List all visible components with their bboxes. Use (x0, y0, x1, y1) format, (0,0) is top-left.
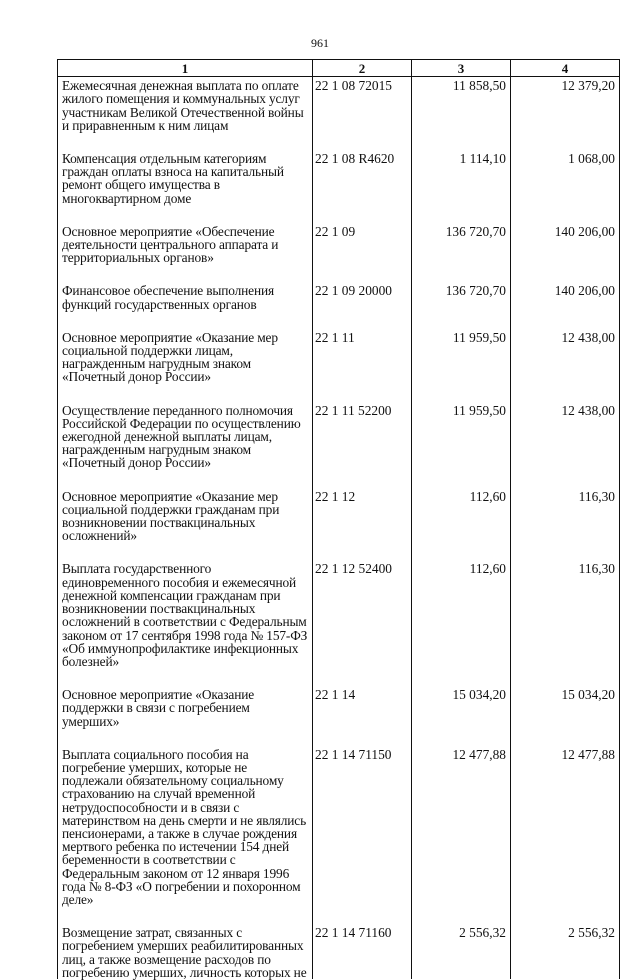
table-row (58, 150, 620, 223)
page-number: 961 (311, 36, 329, 50)
row-value-4: 12 438,00 (511, 402, 620, 488)
table-row (58, 560, 620, 686)
row-code: 22 1 14 71150 (313, 746, 412, 924)
row-value-3: 11 858,50 (412, 77, 511, 150)
row-value-4: 2 556,32 (511, 924, 620, 979)
table-header-row (58, 60, 620, 77)
column-header-2: 2 (313, 60, 412, 77)
row-code: 22 1 08 R4620 (313, 150, 412, 223)
table-row (58, 924, 620, 979)
row-value-4: 116,30 (511, 560, 620, 686)
row-code: 22 1 14 71160 (313, 924, 412, 979)
row-name: Выплата социального пособия на погребение умерших, которые не подлежали обязательному социальному страхованию на случай временной нетрудоспособности и в связи с материнством на день смерти и не являлись пенсионерами, а также в случае рождения мертвого ребенка по истечении 154 дней беременности в соответствии с Федеральным законом от 12 января 1996 года № 8-ФЗ «О погребении и похоронном деле» (58, 746, 313, 924)
table-row (58, 402, 620, 488)
row-value-3: 12 477,88 (412, 746, 511, 924)
row-name: Компенсация отдельным категориям граждан оплаты взноса на капитальный ремонт общего имущества в многоквартирном доме (58, 150, 313, 223)
row-name: Основное мероприятие «Обеспечение деятельности центрального аппарата и территориальных органов» (58, 223, 313, 283)
table-row (58, 329, 620, 402)
row-value-3: 15 034,20 (412, 686, 511, 746)
row-value-3: 112,60 (412, 488, 511, 561)
row-code: 22 1 09 20000 (313, 282, 412, 328)
row-value-3: 136 720,70 (412, 282, 511, 328)
row-value-3: 112,60 (412, 560, 511, 686)
row-name: Основное мероприятие «Оказание поддержки в связи с погребением умерших» (58, 686, 313, 746)
budget-table (57, 59, 620, 979)
column-header-3: 3 (412, 60, 511, 77)
row-name: Ежемесячная денежная выплата по оплате жилого помещения и коммунальных услуг участникам Великой Отечественной войны и приравненным к ним лицам (58, 77, 313, 150)
row-value-3: 136 720,70 (412, 223, 511, 283)
row-code: 22 1 11 (313, 329, 412, 402)
table-row (58, 223, 620, 283)
row-code: 22 1 14 (313, 686, 412, 746)
row-name: Финансовое обеспечение выполнения функций государственных органов (58, 282, 313, 328)
row-value-3: 1 114,10 (412, 150, 511, 223)
row-value-4: 1 068,00 (511, 150, 620, 223)
row-value-3: 11 959,50 (412, 329, 511, 402)
row-value-3: 11 959,50 (412, 402, 511, 488)
table-row (58, 746, 620, 924)
row-value-4: 116,30 (511, 488, 620, 561)
row-value-3: 2 556,32 (412, 924, 511, 979)
row-name: Основное мероприятие «Оказание мер социальной поддержки гражданам при возникновении поствакцинальных осложнений» (58, 488, 313, 561)
row-code: 22 1 09 (313, 223, 412, 283)
row-code: 22 1 12 52400 (313, 560, 412, 686)
table-row (58, 77, 620, 150)
table-row (58, 282, 620, 328)
row-value-4: 140 206,00 (511, 223, 620, 283)
table-row (58, 686, 620, 746)
row-value-4: 12 379,20 (511, 77, 620, 150)
column-header-1: 1 (58, 60, 313, 77)
row-name: Основное мероприятие «Оказание мер социальной поддержки лицам, награжденным нагрудным знаком «Почетный донор России» (58, 329, 313, 402)
row-value-4: 140 206,00 (511, 282, 620, 328)
row-code: 22 1 08 72015 (313, 77, 412, 150)
row-value-4: 15 034,20 (511, 686, 620, 746)
row-code: 22 1 12 (313, 488, 412, 561)
row-value-4: 12 438,00 (511, 329, 620, 402)
column-header-4: 4 (511, 60, 620, 77)
row-code: 22 1 11 52200 (313, 402, 412, 488)
row-name: Осуществление переданного полномочия Российской Федерации по осуществлению ежегодной денежной выплаты лицам, награжденным нагрудным знаком «Почетный донор России» (58, 402, 313, 488)
row-name: Выплата государственного единовременного пособия и ежемесячной денежной компенсации гражданам при возникновении поствакцинальных осложнений в соответствии с Федеральным законом от 17 сентября 1998 года № 157-ФЗ «Об иммунопрофилактике инфекционных болезней» (58, 560, 313, 686)
row-value-4: 12 477,88 (511, 746, 620, 924)
table-row (58, 488, 620, 561)
row-name: Возмещение затрат, связанных с погребением умерших реабилитированных лиц, а также возмещение расходов по погребению умерших, личность которых не (58, 924, 313, 979)
